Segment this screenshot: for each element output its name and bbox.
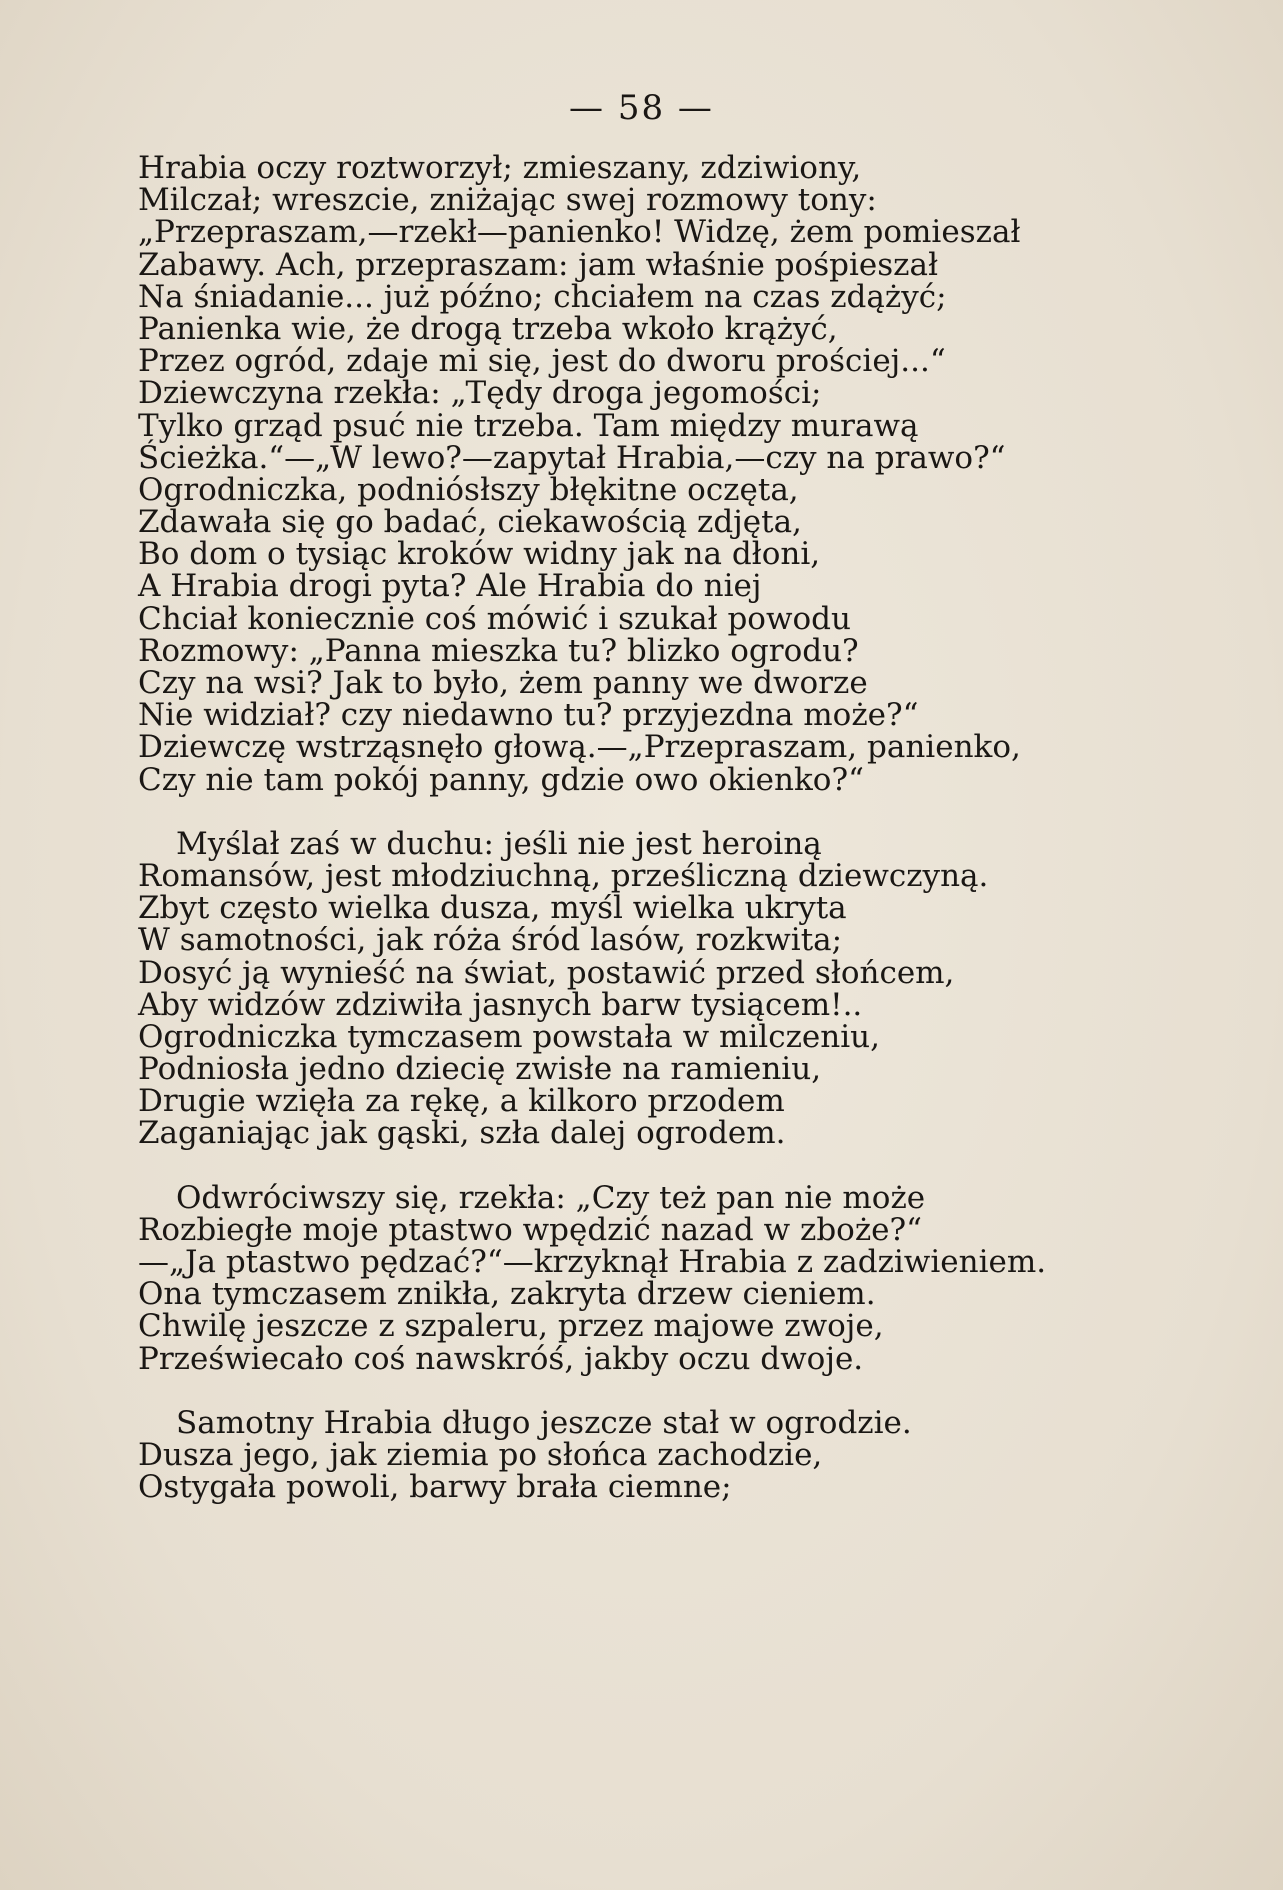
verse-line: Bo dom o tysiąc kroków widny jak na dłoni, xyxy=(138,536,821,573)
verse-line: Przeświecało coś nawskróś, jakby oczu dwoje. xyxy=(138,1340,864,1377)
verse-line: Tylko grząd psuć nie trzeba. Tam między murawą xyxy=(138,407,919,444)
stanza xyxy=(138,825,1148,1152)
verse-line: Romansów, jest młodziuchną, prześliczną dziewczyną. xyxy=(138,857,989,894)
verse-line: —„Ja ptastwo pędzać?“—krzyknął Hrabia z zadziwieniem. xyxy=(138,1244,1047,1280)
verse-line: Na śniadanie... już późno; chciałem na czas zdążyć; xyxy=(138,278,947,315)
verse-line: Aby widzów zdziwiła jasnych barw tysiącem!.. xyxy=(138,986,863,1023)
stanza-gap xyxy=(138,1150,1148,1182)
verse-line: Podniosła jedno dziecię zwisłe na ramieniu, xyxy=(138,1051,822,1088)
stanza-gap xyxy=(138,1375,1148,1407)
verse-line: Ona tymczasem znikła, zakryta drzew cieniem. xyxy=(138,1276,876,1313)
verse-line: Czy nie tam pokój panny, gdzie owo okienko?“ xyxy=(138,761,864,798)
verse-line: Chwilę jeszcze z szpaleru, przez majowe zwoje, xyxy=(138,1308,884,1345)
poem-text xyxy=(138,150,1148,1506)
stanza xyxy=(138,1179,1148,1377)
verse-line: Ogrodniczka, podniósłszy błękitne oczęta, xyxy=(138,471,799,508)
verse-line: Ogrodniczka tymczasem powstała w milczeniu, xyxy=(138,1018,880,1055)
verse-line: Przez ogród, zdaje mi się, jest do dworu prościej...“ xyxy=(138,343,946,380)
verse-line: Rozmowy: „Panna mieszka tu? blizko ogrodu? xyxy=(138,632,859,669)
verse-line: Ścieżka.“—„W lewo?—zapytał Hrabia,—czy na prawo?“ xyxy=(138,439,1006,476)
verse-line: Zdawała się go badać, ciekawością zdjęta, xyxy=(138,504,802,541)
verse-line: Ostygała powoli, barwy brała ciemne; xyxy=(138,1469,732,1506)
stanza xyxy=(138,152,1148,796)
verse-line: Panienka wie, że drogą trzeba wkoło krążyć, xyxy=(138,310,838,347)
verse-line: A Hrabia drogi pyta? Ale Hrabia do niej xyxy=(138,568,762,605)
verse-line: Dziewczyna rzekła: „Tędy droga jegomości; xyxy=(138,375,822,412)
verse-line: Samotny Hrabia długo jeszcze stał w ogrodzie. xyxy=(176,1404,912,1441)
verse-line: Chciał koniecznie coś mówić i szukał powodu xyxy=(138,600,851,637)
verse-line: Drugie wzięła za rękę, a kilkoro przodem xyxy=(138,1083,785,1120)
page-number: — 58 — xyxy=(569,88,714,128)
verse-line: Dosyć ją wynieść na świat, postawić przed słońcem, xyxy=(138,954,955,991)
verse-line: Nie widział? czy niedawno tu? przyjezdna może?“ xyxy=(138,697,919,734)
verse-line: Czy na wsi? Jak to było, żem panny we dworze xyxy=(138,665,868,701)
verse-line: Zabawy. Ach, przepraszam: jam właśnie pośpieszał xyxy=(138,246,939,283)
verse-line: W samotności, jak róża śród lasów, rozkwita; xyxy=(138,922,843,959)
stanza xyxy=(138,1404,1148,1506)
verse-line: Myślał zaś w duchu: jeśli nie jest heroiną xyxy=(176,825,822,862)
verse-line: Milczał; wreszcie, zniżając swej rozmowy tony: xyxy=(138,182,877,219)
verse-line: Zbyt często wielka dusza, myśl wielka ukryta xyxy=(138,890,847,927)
verse-line: Zaganiając jak gąski, szła dalej ogrodem. xyxy=(138,1115,786,1152)
verse-line: Dusza jego, jak ziemia po słońca zachodzie, xyxy=(138,1436,823,1473)
stanza-gap xyxy=(138,796,1148,828)
verse-line: Rozbiegłe moje ptastwo wpędzić nazad w zboże?“ xyxy=(138,1211,922,1248)
verse-line: Odwróciwszy się, rzekła: „Czy też pan nie może xyxy=(176,1179,926,1216)
verse-line: Dziewczę wstrząsnęło głową.—„Przepraszam, panienko, xyxy=(138,729,1021,766)
verse-line: „Przepraszam,—rzekł—panienko! Widzę, żem pomieszał xyxy=(138,214,1021,251)
verse-line: Hrabia oczy roztworzył; zmieszany, zdziwiony, xyxy=(138,150,862,186)
